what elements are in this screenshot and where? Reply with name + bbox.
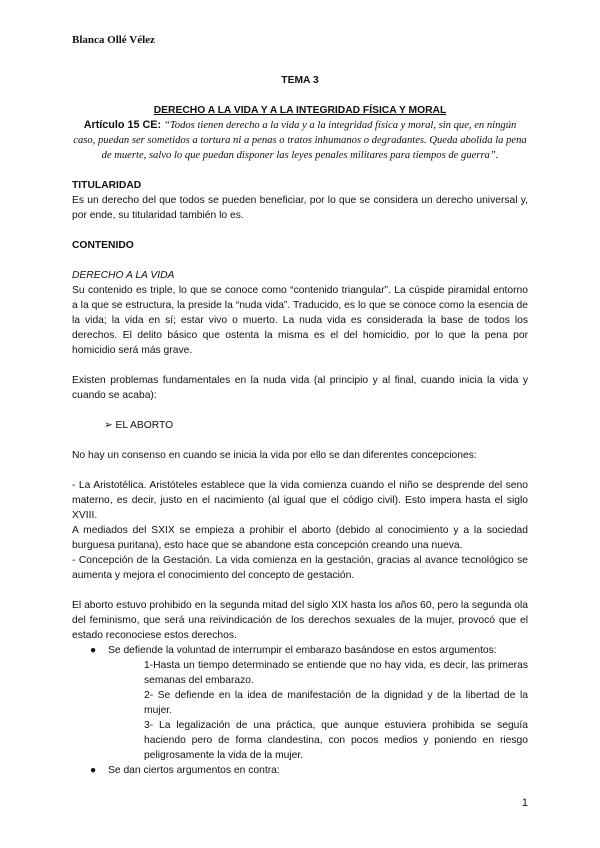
- chapter-subtitle: DERECHO A LA VIDA Y A LA INTEGRIDAD FÍSICA Y MORAL: [153, 105, 447, 116]
- paragraph: Existen problemas fundamentales en la nuda vida (al principio y al final, cuando inicia la vida y cuando se acaba):: [72, 375, 528, 401]
- bullet-dot-icon: ●: [90, 645, 97, 656]
- paragraph: Su contenido es triple, lo que se conoce como “contenido triangular”. La cúspide piramidal entorno a la que se estructura, la preside la “nuda vida”. Traducido, es lo que se conoce como la esencia de la vida; la vida en sí; estar vivo o muerto. La nuda vida es considerada la base de todos los derechos. El delito básico que ostenta la misma es el del homicidio, por lo que la pena por homicidio será más grave.: [72, 285, 528, 356]
- article-label: Artículo 15 CE:: [83, 119, 162, 131]
- page-number: 1: [521, 797, 528, 809]
- paragraph: - La Aristotélica. Aristóteles establece que la vida comienza cuando el niño se desprende del seno materno, es decir, justo en el nacimiento (al igual que el código civil). Esto impera hasta el siglo XVIII.: [72, 480, 528, 521]
- author-header: Blanca Ollé Vélez: [72, 34, 155, 46]
- sub-list-item: 3- La legalización de una práctica, que aunque estuviera prohibida se seguía haciendo pero de forma clandestina, con pocos medios y poniendo en riesgo peligrosamente la vida de la mujer.: [144, 720, 528, 761]
- chapter-title: TEMA 3: [281, 75, 319, 86]
- paragraph: - Concepción de la Gestación. La vida comienza en la gestación, gracias al avance tecnológico se aumenta y mejora el conocimiento del concepto de gestación.: [72, 555, 528, 581]
- section-heading-titularidad: TITULARIDAD: [72, 180, 142, 191]
- sub-list-item: 1-Hasta un tiempo determinado se entiende que no hay vida, es decir, las primeras semanas del embarazo.: [144, 660, 528, 686]
- bullet-item: ● Se defiende la voluntad de interrumpir el embarazo basándose en estos argumentos:: [90, 645, 497, 656]
- subsection-heading: DERECHO A LA VIDA: [72, 270, 175, 281]
- section-heading-contenido: CONTENIDO: [72, 240, 134, 251]
- paragraph-titularidad: Es un derecho del que todos se pueden beneficiar, por lo que se considera un derecho universal y, por ende, su titularidad también lo es.: [72, 195, 528, 221]
- article-quote-block: [72, 118, 528, 163]
- paragraph: No hay un consenso en cuando se inicia la vida por ello se dan diferentes concepciones:: [72, 450, 477, 461]
- bullet-item: ● Se dan ciertos argumentos en contra:: [90, 765, 280, 776]
- paragraph: El aborto estuvo prohibido en la segunda mitad del siglo XIX hasta los años 60, pero la segunda ola del feminismo, que será una reivindicación de los derechos sexuales de la mujer, provocó que el estado reconociese estos derechos.: [72, 600, 528, 641]
- article-quote: “Todos tienen derecho a la vida y a la integridad física y moral, sin que, en ningún caso, puedan ser sometidos a tortura ni a penas o tratos inhumanos o degradantes. Queda abolida la pena de muerte, salvo lo que puedan disponer las leyes penales militares para tiempos de guerra”.: [73, 120, 527, 161]
- sub-list-item: 2- Se defiende en la idea de manifestación de la dignidad y de la libertad de la mujer.: [144, 690, 528, 716]
- paragraph: A mediados del SXIX se empieza a prohibir el aborto (debido al conocimiento y a la sociedad burguesa puritana), esto hace que se abandone esta concepción creando una nueva.: [72, 525, 528, 551]
- bullet-dot-icon: ●: [90, 765, 97, 776]
- document-body: [72, 73, 528, 778]
- arrow-list-item: ➢ EL ABORTO: [104, 420, 174, 431]
